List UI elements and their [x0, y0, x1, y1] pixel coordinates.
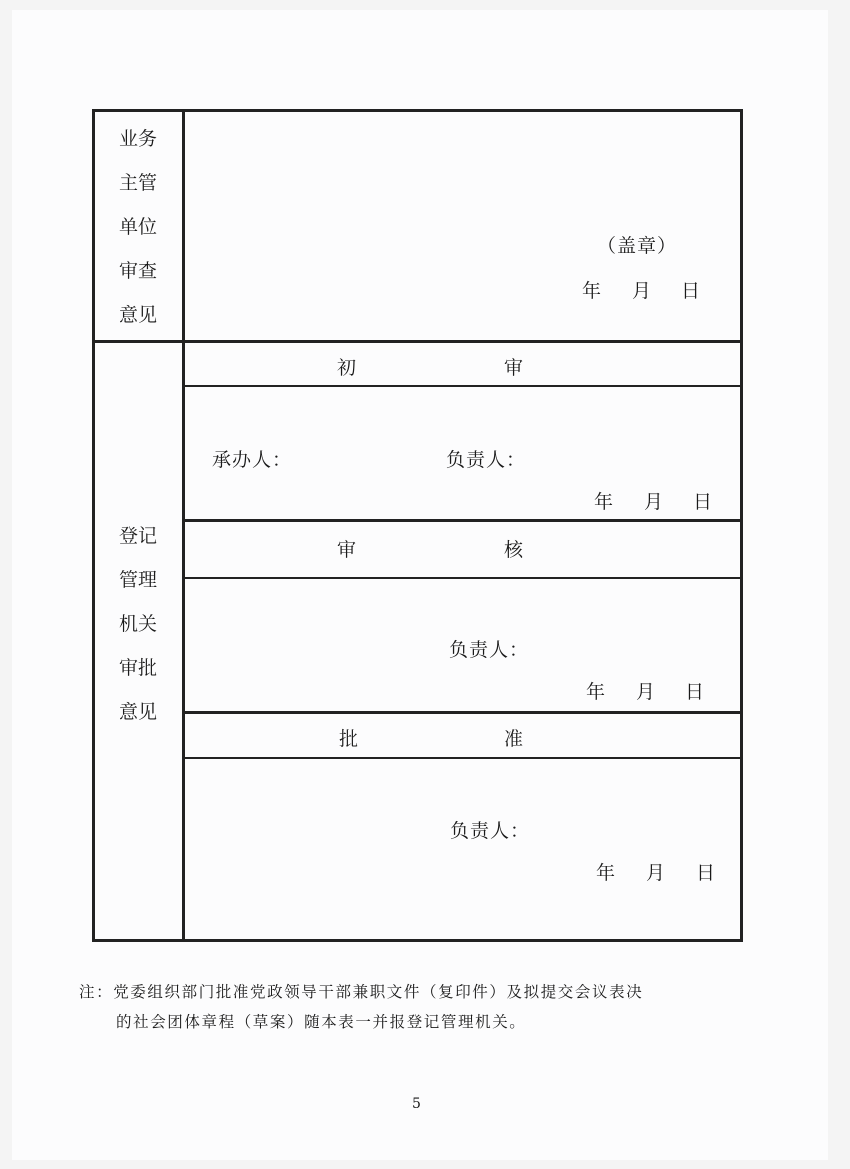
label-line: 意见 — [118, 304, 157, 326]
date-day: 日 — [696, 862, 717, 884]
table-border-right — [740, 109, 743, 942]
row-divider — [182, 757, 743, 759]
registration-approval-label — [108, 514, 168, 734]
label-line: 机关 — [118, 613, 157, 635]
label-column-divider — [182, 109, 185, 942]
table-border-top — [92, 109, 743, 112]
date-day: 日 — [685, 681, 706, 703]
row-divider — [182, 385, 743, 387]
row-divider — [182, 577, 743, 579]
table-border-bottom — [92, 939, 743, 942]
date-year: 年 — [586, 681, 607, 703]
date-month: 月 — [646, 862, 667, 884]
authority-review-label — [108, 117, 168, 337]
initial-review-title-left: 初 — [337, 357, 358, 379]
footnote-line-1: 注：党委组织部门批准党政领导干部兼职文件（复印件）及拟提交会议表决 — [79, 983, 644, 1001]
section-divider — [92, 340, 743, 343]
responsible-label: 负责人： — [450, 820, 531, 842]
date-day: 日 — [681, 280, 702, 302]
footnote-line-2: 的社会团体章程（草案）随本表一并报登记管理机关。 — [116, 1013, 527, 1031]
row-divider — [182, 519, 743, 522]
approval-title-left: 批 — [339, 728, 360, 750]
date-year: 年 — [594, 491, 615, 513]
label-line: 业务 — [118, 128, 157, 150]
date-month: 月 — [632, 280, 653, 302]
handler-label: 承办人： — [212, 449, 293, 471]
row-divider — [182, 711, 743, 714]
page-number: 5 — [412, 1096, 421, 1112]
date-month: 月 — [636, 681, 657, 703]
date-day: 日 — [693, 491, 714, 513]
table-border-left — [92, 109, 95, 942]
approval-title-right: 准 — [504, 728, 525, 750]
audit-title-left: 审 — [337, 539, 358, 561]
seal-placeholder: （盖章） — [597, 235, 678, 257]
date-year: 年 — [596, 862, 617, 884]
initial-review-title-right: 审 — [504, 357, 525, 379]
date-month: 月 — [644, 491, 665, 513]
label-line: 审批 — [118, 657, 157, 679]
label-line: 登记 — [118, 525, 157, 547]
responsible-label: 负责人： — [449, 639, 530, 661]
label-line: 审查 — [118, 260, 157, 282]
audit-title-right: 核 — [504, 539, 525, 561]
label-line: 单位 — [118, 216, 157, 238]
responsible-label: 负责人： — [446, 449, 527, 471]
label-line: 管理 — [118, 569, 157, 591]
label-line: 主管 — [118, 172, 157, 194]
date-year: 年 — [582, 280, 603, 302]
label-line: 意见 — [118, 701, 157, 723]
